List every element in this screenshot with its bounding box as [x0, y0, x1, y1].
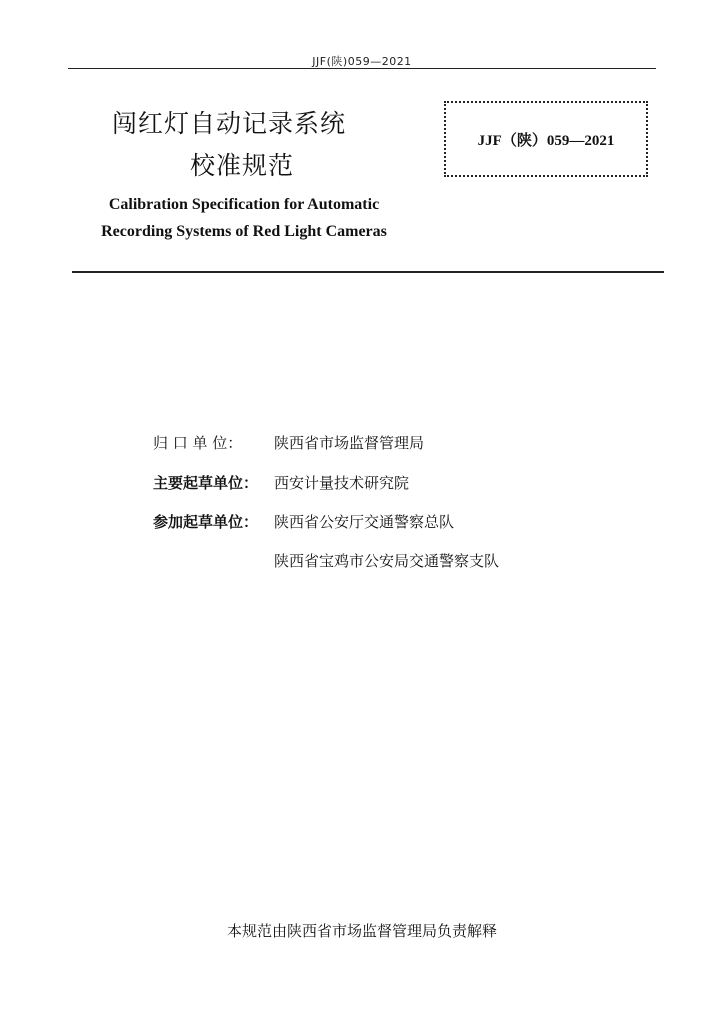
title-english	[84, 191, 404, 245]
specification-code: JJF（陕）059—2021	[477, 132, 615, 149]
title-english-line-2: Recording Systems of Red Light Cameras	[101, 223, 387, 240]
specification-code-box	[444, 101, 648, 177]
responsible-unit: 陕西省市场监督管理局	[274, 434, 425, 452]
title-divider	[72, 271, 664, 273]
title-chinese-line-2: 校准规范	[190, 151, 295, 180]
title-chinese-line-1: 闯红灯自动记录系统	[112, 109, 347, 138]
header-code: JJF(陕)059—2021	[312, 55, 412, 68]
main-drafter: 西安计量技术研究院	[274, 474, 410, 492]
header-divider	[68, 68, 656, 69]
title-english-line-1: Calibration Specification for Automatic	[108, 196, 380, 213]
responsible-unit-label: 归 口 单 位：	[153, 434, 243, 452]
interpretation-note: 本规范由陕西省市场监督管理局负责解释	[226, 922, 497, 940]
participants-label: 参加起草单位：	[153, 513, 259, 531]
participant-1: 陕西省公安厅交通警察总队	[274, 513, 455, 531]
participant-2: 陕西省宝鸡市公安局交通警察支队	[274, 552, 500, 570]
main-drafter-label: 主要起草单位：	[153, 474, 259, 492]
